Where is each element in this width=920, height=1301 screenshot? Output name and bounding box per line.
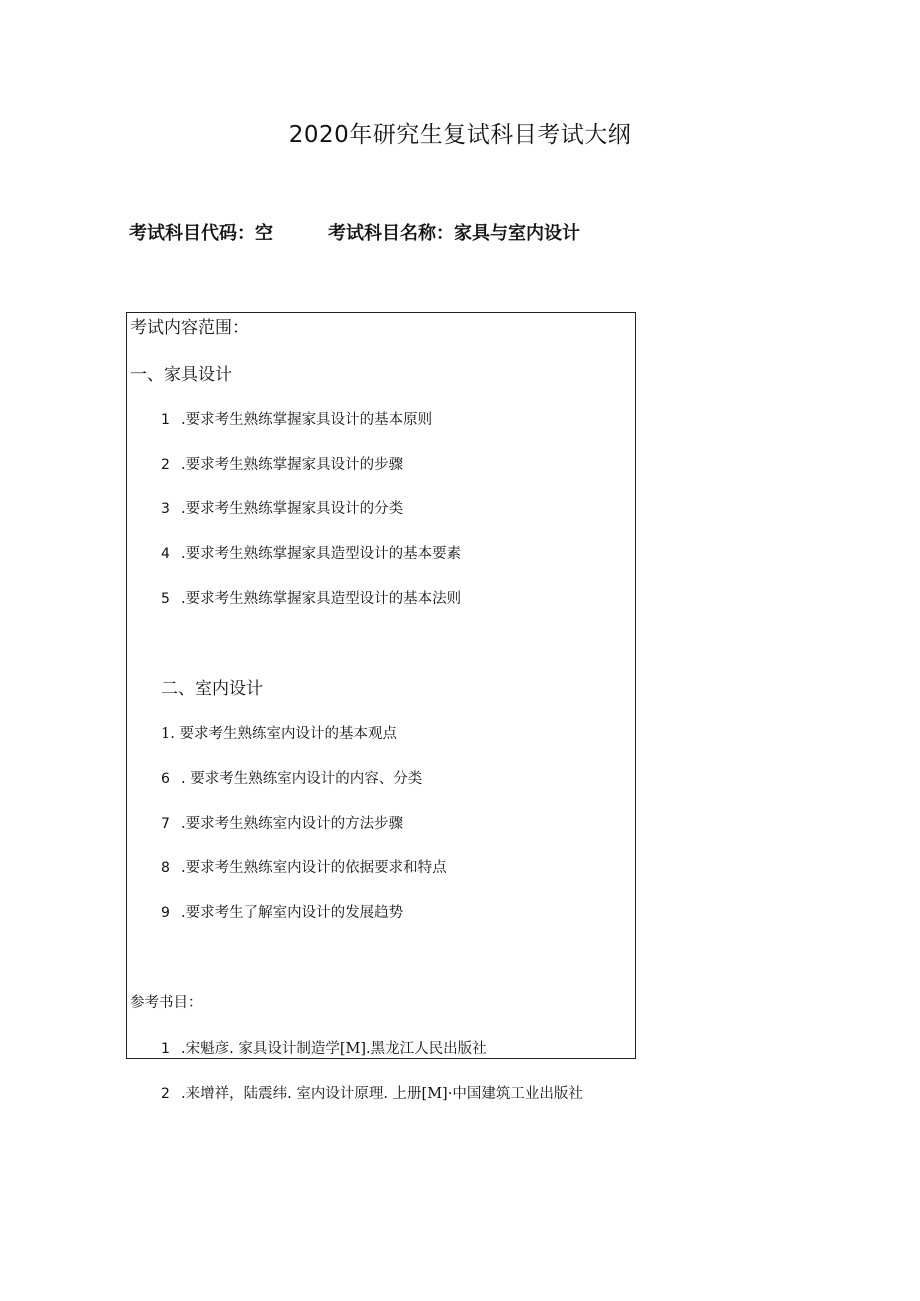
item-text: .要求考生熟练掌握家具造型设计的基本法则 <box>181 591 462 607</box>
item-text: . 要求考生熟练室内设计的内容、分类 <box>181 771 423 787</box>
references-heading: 参考书目： <box>130 995 203 1011</box>
item-number: 2 <box>161 1086 170 1102</box>
list-item: 1. 要求考生熟练室内设计的基本观点 <box>161 726 397 742</box>
reference-item <box>161 1085 583 1103</box>
content-scope-label: 考试内容范围： <box>130 318 249 338</box>
item-number: 8 <box>161 860 170 876</box>
list-item <box>161 411 432 429</box>
list-item <box>161 859 447 877</box>
item-text: .要求考生熟练掌握家具设计的分类 <box>181 501 404 517</box>
item-number: 7 <box>161 816 170 832</box>
list-item <box>161 770 422 788</box>
item-number: 4 <box>161 546 170 562</box>
item-number: 9 <box>161 905 170 921</box>
item-number: 1 <box>161 1041 170 1057</box>
page-title: 2020年研究生复试科目考试大纲 <box>288 122 632 148</box>
list-item <box>161 545 461 563</box>
item-text: .要求考生熟练掌握家具设计的基本原则 <box>181 412 433 428</box>
section-1-heading: 一、家具设计 <box>130 365 232 385</box>
item-text: .要求考生了解室内设计的发展趋势 <box>181 905 404 921</box>
item-number: 2 <box>161 457 170 473</box>
item-text: .要求考生熟练室内设计的方法步骤 <box>181 816 404 832</box>
subject-name: 考试科目名称：家具与室内设计 <box>328 223 580 244</box>
item-text: .宋魁彦. 家具设计制造学[M].黑龙江人民出版社 <box>181 1041 487 1057</box>
section-2-heading: 二、室内设计 <box>161 679 263 699</box>
list-item <box>161 456 403 474</box>
item-number: 1 <box>161 412 170 428</box>
item-text: .要求考生熟练室内设计的依据要求和特点 <box>181 860 447 876</box>
item-text: .要求考生熟练掌握家具设计的步骤 <box>181 457 404 473</box>
reference-item <box>161 1040 487 1058</box>
list-item <box>161 815 403 833</box>
subject-code: 考试科目代码：空 <box>129 223 273 244</box>
item-text: .来增祥，陆震纬. 室内设计原理. 上册[M]·中国建筑工业出版社 <box>181 1086 583 1102</box>
list-item <box>161 904 403 922</box>
item-number: 3 <box>161 501 170 517</box>
item-text: .要求考生熟练掌握家具造型设计的基本要素 <box>181 546 462 562</box>
list-item <box>161 500 403 518</box>
list-item <box>161 590 461 608</box>
item-number: 6 <box>161 771 170 787</box>
item-number: 5 <box>161 591 170 607</box>
